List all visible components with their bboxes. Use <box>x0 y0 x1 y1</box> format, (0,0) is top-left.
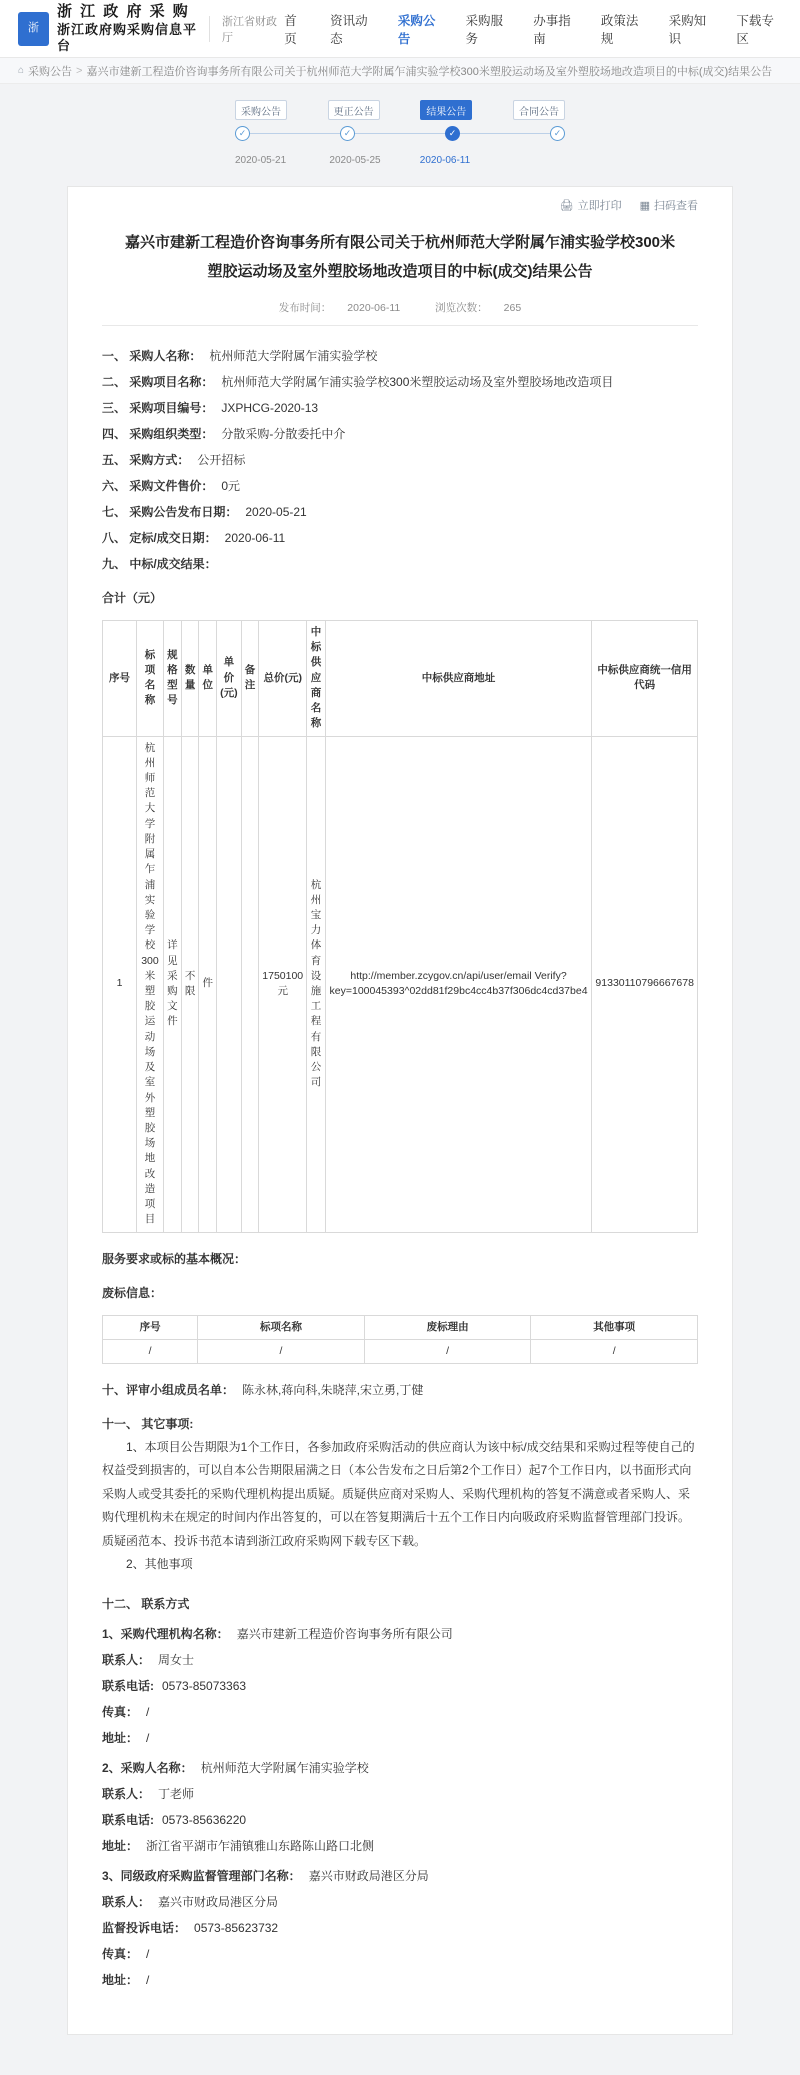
agency-address <box>102 1726 698 1750</box>
waste-label: 废标信息： <box>102 1285 163 1300</box>
field-value: / <box>146 1947 150 1962</box>
field-project-name <box>102 370 698 394</box>
service-overview-label: 服务要求或标的基本概况： <box>102 1251 247 1266</box>
logo-mark-icon <box>18 12 49 46</box>
field-label: 九、 中标/成交结果： <box>102 557 217 571</box>
field-award-date <box>102 526 698 550</box>
table-row <box>103 1339 698 1363</box>
purchaser-phone <box>102 1808 698 1832</box>
field-value: 杭州师范大学附属乍浦实验学校 <box>209 349 378 363</box>
col-waste-no: 序号 <box>103 1315 198 1339</box>
card-toolbar <box>68 187 732 213</box>
field-value: / <box>146 1705 150 1720</box>
other-matters-paragraph-1: 1、本项目公告期限为1个工作日，各参加政府采购活动的供应商认为该中标/成交结果和采购过程等使自己的权益受到损害的，可以自本公告期限届满之日（本公告发布之日后第2个工作日）起7个工作日内，以书面形式向采购人或受其委托的采购代理机构提出质疑。质疑供应商对采购人、采购代理机构的答复不满意或者采购人、采购代理机构未在规定的时间内作出答复的，可以在答复期满后十五个工作日内向吸政府采购监督管理部门投诉。质疑函范本、投诉书范本请到浙江政府采购网下载专区下载。 <box>102 1439 695 1548</box>
field-project-number <box>102 396 698 420</box>
field-value: 0573-85073363 <box>162 1679 247 1694</box>
table-header-row <box>103 621 698 737</box>
field-label: 联系电话: <box>102 1679 154 1694</box>
print-label: 立即打印 <box>577 200 622 212</box>
views-value: 265 <box>503 302 522 314</box>
field-purchaser-name <box>102 344 698 368</box>
field-value: 周女士 <box>158 1653 195 1668</box>
announcement-card <box>67 186 733 2035</box>
step-dot-1[interactable]: ✓ <box>235 126 250 141</box>
logo-mark-text: 浙 <box>27 21 39 34</box>
col-qty: 数量 <box>181 621 199 737</box>
field-result <box>102 552 698 576</box>
cell-supplier-name: 杭州宝力体育设施工程有限公司 <box>307 736 326 1232</box>
field-label: 联系电话: <box>102 1813 154 1828</box>
col-supplier-name: 中标供应商名称 <box>307 621 326 737</box>
field-value: 嘉兴市财政局港区分局 <box>158 1895 279 1910</box>
step-dot-3[interactable]: ✓ <box>445 126 460 141</box>
logo-line2: 浙江政府购采购信息平台 <box>56 21 197 53</box>
step-dates <box>235 155 565 166</box>
col-spec: 规格型号 <box>163 621 181 737</box>
publish-label: 发布时间： <box>278 302 332 314</box>
field-label: 监督投诉电话： <box>102 1921 187 1936</box>
views-label: 浏览次数： <box>435 302 488 314</box>
main-nav <box>282 7 782 51</box>
nav-item-guide[interactable]: 办事指南 <box>533 13 571 46</box>
logo-line1: 浙 江 政 府 采 购 <box>56 2 190 20</box>
agency-name <box>102 1622 698 1646</box>
col-supplier-address: 中标供应商地址 <box>325 621 592 737</box>
field-label: 二、 采购项目名称： <box>102 375 214 389</box>
field-organization-type <box>102 422 698 446</box>
step-tab-procurement-notice[interactable]: 采购公告 <box>235 100 287 120</box>
page-title: 嘉兴市建新工程造价咨询事务所有限公司关于杭州师范大学附属乍浦实验学校300米塑胶运动场及室外塑胶场地改造项目的中标(成交)结果公告 <box>124 234 676 280</box>
nav-item-policy[interactable]: 政策法规 <box>600 13 639 46</box>
cell-supplier-address: http://member.zcygov.cn/api/user/email Verify?key=100045393^02dd81f29bc4cc4b37f306dc4cd37be4 <box>325 736 592 1232</box>
field-label: 一、 采购人名称： <box>102 349 202 363</box>
step-tab-result-notice[interactable]: 结果公告 <box>420 100 472 120</box>
other-matters-title: 十一、 其它事项: <box>102 1416 194 1431</box>
cell-unit: 件 <box>199 736 217 1232</box>
nav-item-home[interactable]: 首页 <box>284 13 297 46</box>
site-logo[interactable] <box>18 3 197 54</box>
col-remark: 备注 <box>241 621 259 737</box>
field-label: 五、 采购方式： <box>102 453 190 467</box>
purchaser-name <box>102 1756 698 1780</box>
field-value: 浙江省平湖市乍浦镇雅山东路陈山路口北侧 <box>146 1839 375 1854</box>
waste-table <box>102 1315 698 1364</box>
supervisor-fax <box>102 1942 698 1966</box>
supervisor-name <box>102 1864 698 1888</box>
field-label: 传真： <box>102 1947 139 1962</box>
cell-spec: 详见采购文件 <box>163 736 181 1232</box>
field-value: 2020-05-21 <box>245 505 307 519</box>
field-value: 嘉兴市财政局港区分局 <box>308 1869 429 1884</box>
field-publish-date <box>102 500 698 524</box>
field-value: 嘉兴市建新工程造价咨询事务所有限公司 <box>236 1627 453 1642</box>
cell-unit-price <box>217 736 242 1232</box>
result-table <box>102 620 698 1233</box>
col-unit: 单位 <box>199 621 217 737</box>
breadcrumb-item-0[interactable]: 采购公告 <box>28 65 73 78</box>
col-waste-item-name: 标项名称 <box>198 1315 365 1339</box>
contact-group-purchaser <box>102 1756 698 1858</box>
field-document-price <box>102 474 698 498</box>
field-label: 传真： <box>102 1705 139 1720</box>
col-credit-code: 中标供应商统一信用代码 <box>592 621 698 737</box>
cell-item-name: 杭州师范大学附属乍浦实验学校300米塑胶运动场及室外塑胶场地改造项目 <box>137 736 164 1232</box>
qrcode-button[interactable] <box>640 197 698 213</box>
step-tab-contract-notice[interactable]: 合同公告 <box>513 100 565 120</box>
field-label: 十、评审小组成员名单： <box>102 1382 235 1397</box>
title-divider <box>102 325 698 326</box>
step-dot-4[interactable]: ✓ <box>550 126 565 141</box>
field-label: 联系人： <box>102 1895 151 1910</box>
doc-meta <box>68 300 732 325</box>
cell-no: 1 <box>103 736 137 1232</box>
publish-time <box>271 302 411 314</box>
field-value: JXPHCG-2020-13 <box>221 401 319 415</box>
breadcrumb <box>0 58 800 84</box>
step-tabs <box>235 100 565 120</box>
nav-item-procurement-notice[interactable]: 采购公告 <box>397 13 436 46</box>
cell-waste-reason: / <box>364 1339 531 1363</box>
field-label: 七、 采购公告发布日期： <box>102 505 238 519</box>
purchaser-address <box>102 1834 698 1858</box>
supervisor-address <box>102 1968 698 1992</box>
field-label: 四、 采购组织类型： <box>102 427 214 441</box>
field-label: 联系人： <box>102 1787 151 1802</box>
nav-item-procurement-service[interactable]: 采购服务 <box>465 13 504 46</box>
col-total-price: 总价(元) <box>259 621 307 737</box>
field-label: 八、 定标/成交日期： <box>102 531 217 545</box>
field-procurement-method <box>102 448 698 472</box>
field-value: 公开招标 <box>197 453 246 467</box>
field-label: 三、 采购项目编号： <box>102 401 214 415</box>
field-value: 0573-85623732 <box>194 1921 279 1936</box>
field-value: 分散采购-分散委托中介 <box>221 427 346 441</box>
col-waste-other: 其他事项 <box>531 1315 698 1339</box>
field-value: 0元 <box>221 479 241 493</box>
supervisor-contact-person <box>102 1890 698 1914</box>
printer-icon: 🖨 <box>559 199 574 212</box>
breadcrumb-item-1: 嘉兴市建新工程造价咨询事务所有限公司关于杭州师范大学附属乍浦实验学校300米塑胶运动场及室外塑胶场地改造项目的中标(成交)结果公告 <box>86 65 773 78</box>
contact-group-agency <box>102 1622 698 1750</box>
field-label: 2、采购人名称： <box>102 1761 193 1776</box>
cell-waste-item-name: / <box>198 1339 365 1363</box>
step-date-1: 2020-05-21 <box>235 155 287 166</box>
field-value: 杭州师范大学附属乍浦实验学校300米塑胶运动场及室外塑胶场地改造项目 <box>221 375 614 389</box>
cell-waste-no: / <box>103 1339 198 1363</box>
site-header <box>0 0 800 58</box>
field-value: 丁老师 <box>158 1787 195 1802</box>
nav-item-downloads[interactable]: 下载专区 <box>736 13 774 46</box>
field-label: 地址： <box>102 1839 139 1854</box>
field-value: / <box>146 1731 150 1746</box>
field-label: 地址： <box>102 1973 139 1988</box>
breadcrumb-separator: > <box>76 64 83 77</box>
cell-credit-code: 91330110796667678 <box>592 736 698 1232</box>
qrcode-label: 扫码查看 <box>654 200 698 212</box>
contact-group-supervisor <box>102 1864 698 1992</box>
table-row <box>103 736 698 1232</box>
field-value: 2020-06-11 <box>224 531 286 545</box>
agency-fax <box>102 1700 698 1724</box>
step-dot-2[interactable]: ✓ <box>340 126 355 141</box>
field-value: 陈永林,蒋向科,朱晓萍,宋立勇,丁健 <box>242 1382 424 1397</box>
field-label: 联系人： <box>102 1653 151 1668</box>
total-label: 合计（元） <box>102 591 163 605</box>
field-label: 六、 采购文件售价： <box>102 479 214 493</box>
announcement-body <box>68 344 732 1992</box>
cell-total-price: 1750100元 <box>259 736 307 1232</box>
field-value: 0573-85636220 <box>162 1813 247 1828</box>
dept-label: 浙江省财政厅 <box>221 15 277 44</box>
field-value: / <box>146 1973 150 1988</box>
field-label: 地址： <box>102 1731 139 1746</box>
supervisor-phone <box>102 1916 698 1940</box>
col-item-name: 标项名称 <box>137 621 164 737</box>
progress-steps <box>0 84 800 176</box>
nav-item-news[interactable]: 资讯动态 <box>330 13 368 46</box>
contact-section-title: 十二、 联系方式 <box>102 1597 190 1612</box>
header-divider <box>209 16 210 42</box>
nav-item-knowledge[interactable]: 采购知识 <box>668 13 707 46</box>
table-header-row <box>103 1315 698 1339</box>
field-review-committee <box>102 1378 698 1402</box>
step-date-2: 2020-05-25 <box>329 155 381 166</box>
cell-remark <box>241 736 259 1232</box>
publish-value: 2020-06-11 <box>347 302 401 314</box>
agency-contact-person <box>102 1648 698 1672</box>
col-unit-price: 单价(元) <box>217 621 242 737</box>
cell-qty: 不限 <box>181 736 199 1232</box>
col-no: 序号 <box>103 621 137 737</box>
step-tab-correction-notice[interactable]: 更正公告 <box>328 100 380 120</box>
col-waste-reason: 废标理由 <box>364 1315 531 1339</box>
field-label: 3、同级政府采购监督管理部门名称： <box>102 1869 301 1884</box>
step-date-3: 2020-06-11 <box>419 155 471 166</box>
field-label: 1、采购代理机构名称： <box>102 1627 229 1642</box>
cell-waste-other: / <box>531 1339 698 1363</box>
step-date-4 <box>505 155 565 166</box>
home-icon: ⌂ <box>18 65 25 76</box>
purchaser-contact-person <box>102 1782 698 1806</box>
field-value: 杭州师范大学附属乍浦实验学校 <box>200 1761 369 1776</box>
qrcode-icon: ▦ <box>639 199 650 212</box>
agency-phone <box>102 1674 698 1698</box>
other-matters-paragraph-2: 2、其他事项 <box>126 1556 193 1571</box>
view-count <box>427 302 529 314</box>
print-button[interactable] <box>560 197 622 213</box>
